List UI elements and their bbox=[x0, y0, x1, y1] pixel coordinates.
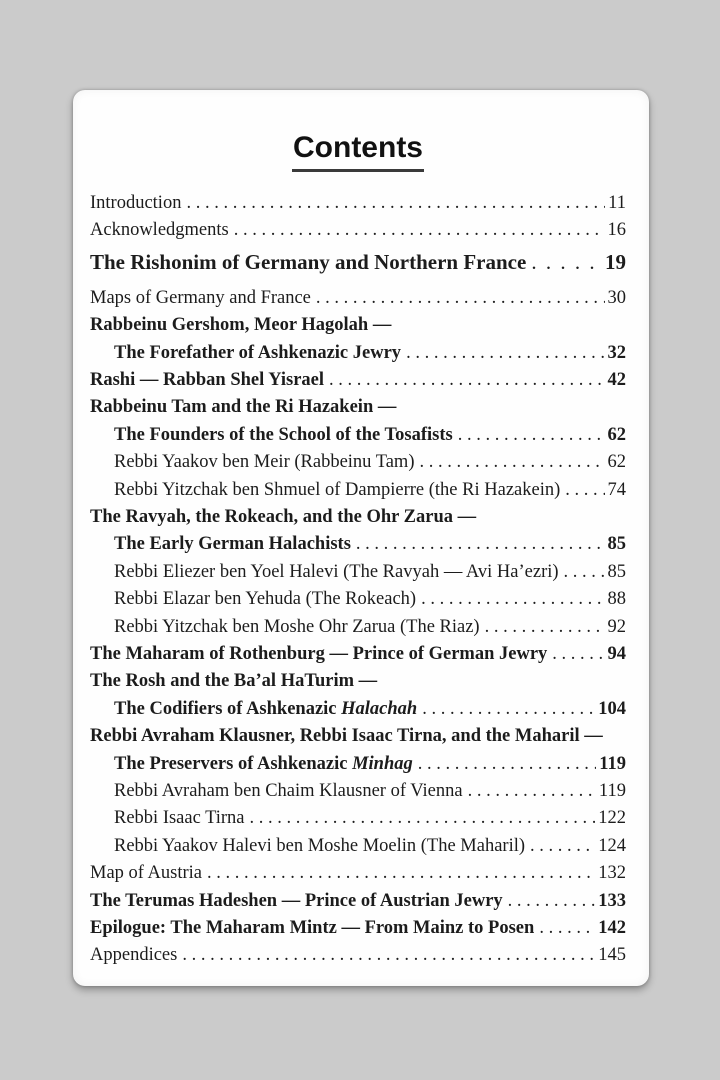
toc-entry bbox=[90, 888, 626, 915]
toc-entry-page: 19 bbox=[605, 250, 626, 275]
dot-leader bbox=[418, 751, 597, 778]
toc-entry-page: 42 bbox=[607, 369, 626, 390]
toc-entry-label: Rebbi Eliezer ben Yoel Halevi (The Ravyah — Avi Ha’ezri) bbox=[114, 561, 559, 582]
dot-leader bbox=[485, 614, 605, 641]
toc-entry-label: The Preservers of Ashkenazic Minhag bbox=[114, 753, 413, 774]
toc-entry-page: 16 bbox=[607, 219, 626, 240]
toc-entry-label: The Codifiers of Ashkenazic Halachah bbox=[114, 698, 418, 719]
toc-entry bbox=[90, 641, 626, 668]
toc-entry bbox=[90, 504, 626, 531]
toc-entry bbox=[90, 833, 626, 860]
dot-leader bbox=[564, 559, 605, 586]
toc-entry bbox=[90, 244, 626, 284]
toc-entry-label: The Rosh and the Ba’al HaTurim — bbox=[90, 671, 378, 692]
dot-leader bbox=[419, 449, 604, 476]
contents-page bbox=[73, 90, 649, 986]
toc-entry-page: 94 bbox=[607, 644, 626, 664]
toc-entry-label: Maps of Germany and France bbox=[90, 287, 311, 308]
title-underline bbox=[292, 169, 424, 172]
toc-entry-page: 85 bbox=[607, 561, 626, 582]
toc-entry-label: The Founders of the School of the Tosafists bbox=[114, 424, 453, 445]
dot-leader bbox=[329, 367, 604, 394]
toc-entry-page: 119 bbox=[598, 781, 626, 802]
toc-entry-label: Rabbeinu Gershom, Meor Hagolah — bbox=[90, 315, 392, 336]
toc-entry bbox=[90, 217, 626, 244]
toc-entry-label: Map of Austria bbox=[90, 863, 203, 884]
toc-entry bbox=[90, 614, 626, 641]
toc-entry-label: The Rishonim of Germany and Northern France bbox=[90, 250, 527, 275]
page-title: Contents bbox=[293, 131, 423, 164]
toc-entry-page: 119 bbox=[599, 753, 626, 774]
toc-entry-label: Rabbeinu Tam and the Ri Hazakein — bbox=[90, 397, 397, 418]
toc-entry-page: 142 bbox=[598, 918, 626, 939]
toc-entry bbox=[90, 312, 626, 339]
toc-entry-label: Rebbi Yitzchak ben Moshe Ohr Zarua (The Riaz) bbox=[114, 616, 480, 637]
dot-leader bbox=[531, 249, 602, 276]
toc-entry bbox=[90, 449, 626, 476]
toc-entry bbox=[90, 394, 626, 421]
toc-entry bbox=[90, 942, 626, 969]
toc-entry-label: The Terumas Hadeshen — Prince of Austrian Jewry bbox=[90, 890, 503, 911]
toc-entry-page: 133 bbox=[598, 890, 626, 911]
dot-leader bbox=[234, 217, 605, 244]
toc-entry bbox=[90, 668, 626, 695]
dot-leader bbox=[316, 285, 605, 312]
dot-leader bbox=[565, 477, 604, 504]
toc-entry-label: The Early German Halachists bbox=[114, 534, 351, 555]
toc-entry-label: Rebbi Yaakov Halevi ben Moshe Moelin (The Maharil) bbox=[114, 835, 526, 856]
toc-entry bbox=[90, 696, 626, 723]
toc-entry-page: 32 bbox=[607, 342, 626, 363]
toc-entry-page: 74 bbox=[607, 479, 626, 500]
dot-leader bbox=[406, 340, 604, 367]
toc-entry-label: Rebbi Yaakov ben Meir (Rabbeinu Tam) bbox=[114, 452, 415, 473]
toc-entry-label: Acknowledgments bbox=[90, 219, 229, 240]
toc-entry bbox=[90, 477, 626, 504]
toc-entry bbox=[90, 422, 626, 449]
toc-entry-page: 11 bbox=[608, 192, 626, 213]
toc-entry-label: Rebbi Isaac Tirna bbox=[114, 808, 245, 829]
toc-entry bbox=[90, 860, 626, 887]
toc-entry bbox=[90, 586, 626, 613]
toc-entry bbox=[90, 805, 626, 832]
dot-leader bbox=[356, 531, 605, 558]
toc-entry-label: Epilogue: The Maharam Mintz — From Mainz to Posen bbox=[90, 918, 535, 939]
toc-entry-label: Rebbi Elazar ben Yehuda (The Rokeach) bbox=[114, 589, 417, 610]
toc-entry-label: Rashi — Rabban Shel Yisrael bbox=[90, 369, 325, 390]
toc-entry-page: 145 bbox=[598, 945, 626, 966]
toc-entry bbox=[90, 751, 626, 778]
toc-entry-page: 104 bbox=[598, 698, 626, 719]
dot-leader bbox=[422, 696, 595, 723]
dot-leader bbox=[458, 422, 605, 449]
toc-entry-label: Rebbi Yitzchak ben Shmuel of Dampierre (the Ri Hazakein) bbox=[114, 479, 561, 500]
dot-leader bbox=[508, 888, 596, 915]
dot-leader bbox=[250, 805, 596, 832]
dot-leader bbox=[539, 915, 595, 942]
toc-list bbox=[90, 190, 626, 970]
toc-entry bbox=[90, 531, 626, 558]
toc-entry-label: The Maharam of Rothenburg — Prince of German Jewry bbox=[90, 644, 548, 664]
dot-leader bbox=[207, 860, 595, 887]
toc-entry-page: 92 bbox=[607, 616, 626, 637]
dot-leader bbox=[421, 586, 604, 613]
toc-entry-page: 132 bbox=[598, 863, 626, 884]
dot-leader bbox=[182, 942, 595, 969]
toc-entry-label: Rebbi Avraham ben Chaim Klausner of Vienna bbox=[114, 781, 463, 802]
toc-entry-page: 88 bbox=[607, 589, 626, 610]
dot-leader bbox=[186, 190, 605, 217]
toc-entry-page: 62 bbox=[607, 452, 626, 473]
toc-entry bbox=[90, 367, 626, 394]
toc-entry-label: Rebbi Avraham Klausner, Rebbi Isaac Tirna, and the Maharil — bbox=[90, 726, 603, 747]
toc-entry bbox=[90, 778, 626, 805]
dot-leader bbox=[530, 833, 595, 860]
toc-entry bbox=[90, 190, 626, 217]
dot-leader bbox=[552, 641, 604, 668]
toc-entry-label: Introduction bbox=[90, 192, 182, 213]
toc-entry-page: 124 bbox=[598, 835, 626, 856]
toc-entry-page: 30 bbox=[607, 287, 626, 308]
toc-entry-page: 85 bbox=[607, 534, 626, 555]
toc-entry-page: 122 bbox=[598, 808, 626, 829]
dot-leader bbox=[468, 778, 596, 805]
toc-entry bbox=[90, 723, 626, 750]
toc-entry-label: The Forefather of Ashkenazic Jewry bbox=[114, 342, 402, 363]
toc-entry bbox=[90, 285, 626, 312]
toc-entry bbox=[90, 340, 626, 367]
toc-entry bbox=[90, 915, 626, 942]
toc-entry-page: 62 bbox=[607, 424, 626, 445]
toc-entry-label: Appendices bbox=[90, 945, 178, 966]
toc-entry bbox=[90, 559, 626, 586]
toc-entry-label: The Ravyah, the Rokeach, and the Ohr Zarua — bbox=[90, 506, 477, 527]
